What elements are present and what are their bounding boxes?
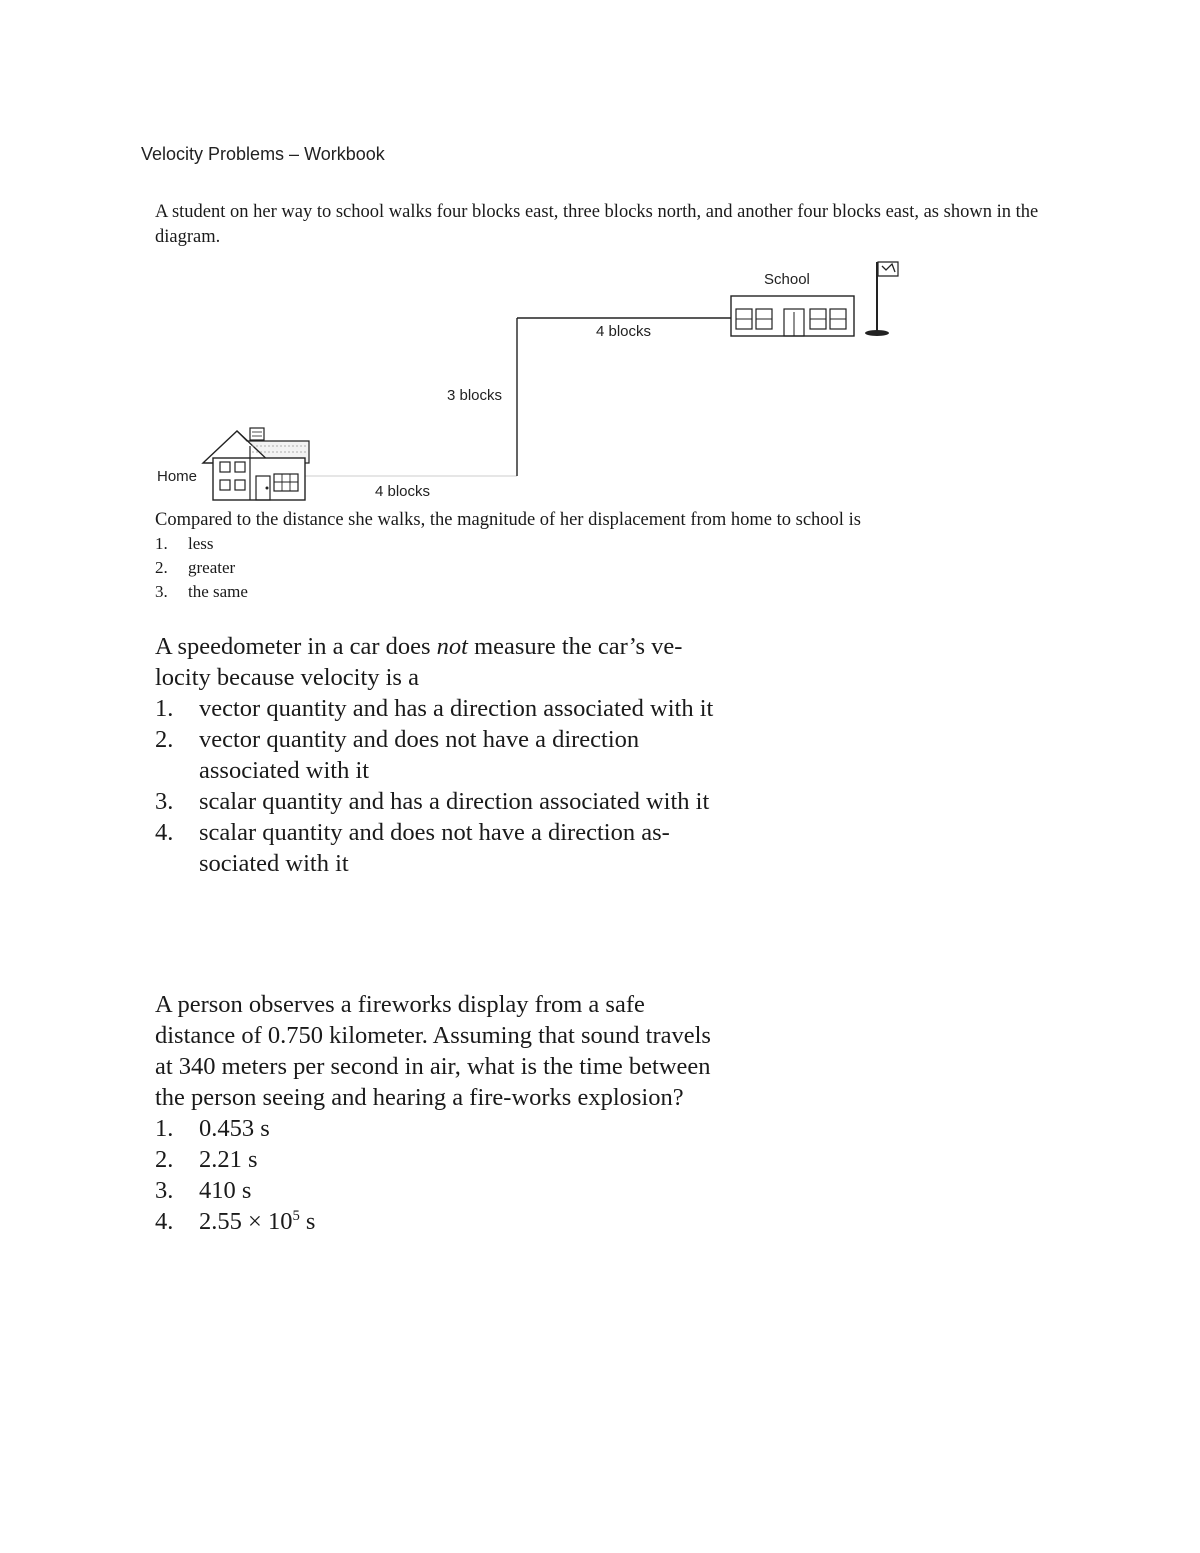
question-3 — [155, 989, 715, 1237]
house-icon — [203, 428, 309, 500]
question-1-prompt: Compared to the distance she walks, the magnitude of her displacement from home to school is — [155, 510, 861, 530]
school-label: School — [764, 271, 810, 288]
option-text: 2.21 s — [199, 1146, 258, 1173]
question-3-option — [155, 1144, 715, 1175]
option-number: 1. — [155, 695, 174, 722]
stem-text: measure the car’s ve-locity because velocity is a — [155, 633, 683, 691]
option-text: scalar quantity and has a direction associated with it — [199, 788, 710, 815]
option-text: less — [188, 534, 214, 553]
option-number: 1. — [155, 1115, 174, 1142]
question-1-options — [155, 532, 248, 604]
bottom-segment-label: 4 blocks — [375, 483, 431, 500]
option-unit: s — [299, 1208, 316, 1235]
option-exponent: 5 — [292, 1207, 300, 1224]
stem-emphasis: not — [436, 633, 468, 660]
question-1-option — [155, 580, 248, 604]
option-number: 3. — [155, 1177, 174, 1204]
option-text: 0.453 s — [199, 1115, 270, 1142]
option-number: 1. — [155, 534, 168, 553]
question-3-option — [155, 1175, 715, 1206]
option-number: 4. — [155, 1208, 174, 1235]
vertical-segment-label: 3 blocks — [447, 387, 503, 404]
question-2-option — [155, 786, 735, 817]
option-number: 3. — [155, 788, 174, 815]
top-segment-label: 4 blocks — [596, 323, 652, 340]
option-number: 4. — [155, 819, 174, 846]
flag-icon — [865, 262, 898, 336]
question-2 — [155, 631, 735, 879]
question-2-option — [155, 817, 735, 879]
home-label: Home — [157, 468, 198, 485]
question-1-option — [155, 556, 248, 580]
option-text: 410 s — [199, 1177, 252, 1204]
question-3-stem: A person observes a fireworks display from a safe distance of 0.750 kilometer. Assuming that sound travels at 340 meters per second in air, what is the time between the person seeing and hearing a fire-works explosion? — [155, 991, 711, 1111]
question-1-stem: A student on her way to school walks four blocks east, three blocks north, and another four blocks east, as shown in the diagram. — [155, 202, 1039, 247]
question-2-stem — [155, 631, 735, 693]
option-text: vector quantity and does not have a direction associated with it — [199, 726, 640, 784]
question-1-option — [155, 532, 248, 556]
page-title: Velocity Problems – Workbook — [141, 144, 385, 164]
option-text: the same — [188, 582, 248, 601]
question-3-option — [155, 1206, 715, 1237]
question-2-option — [155, 693, 735, 724]
option-number: 2. — [155, 726, 174, 753]
option-text — [199, 1206, 715, 1237]
stem-text: A speedometer in a car does — [155, 633, 437, 660]
school-icon — [731, 296, 854, 336]
option-text: vector quantity and has a direction associated with it — [199, 695, 714, 722]
option-number: 2. — [155, 558, 168, 577]
option-text: scalar quantity and does not have a direction as-sociated with it — [199, 819, 670, 877]
option-base: 2.55 × 10 — [199, 1208, 293, 1235]
option-number: 3. — [155, 582, 168, 601]
option-number: 2. — [155, 1146, 174, 1173]
question-2-option — [155, 724, 735, 786]
question-3-option — [155, 1113, 715, 1144]
option-text: greater — [188, 558, 236, 577]
